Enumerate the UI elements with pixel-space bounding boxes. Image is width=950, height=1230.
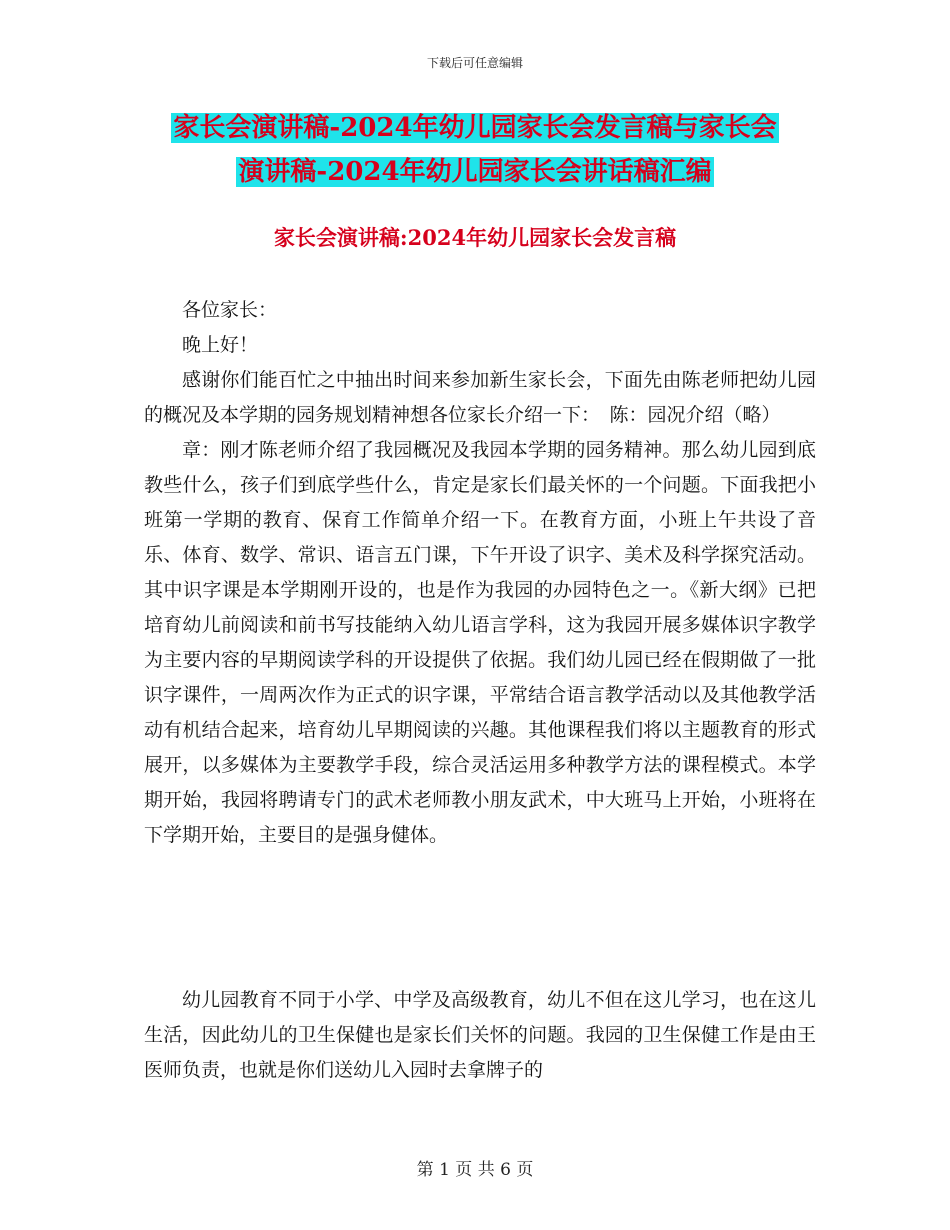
salutation: 各位家长： xyxy=(182,299,278,321)
body-text-continued xyxy=(144,983,816,1088)
section-title: 家长会演讲稿:2024年幼儿园家长会发言稿 xyxy=(273,225,677,250)
body-text xyxy=(144,293,816,853)
document-title-line-1 xyxy=(0,108,950,148)
paragraph: 章：刚才陈老师介绍了我园概况及我园本学期的园务精神。那么幼儿园到底教些什么，孩子们到底学些什么，肯定是家长们最关怀的一个问题。下面我把小班第一学期的教育、保育工作简单介绍一下。在教育方面，小班上午共设了音乐、体育、数学、常识、语言五门课，下午开设了识字、美术及科学探究活动。其中识字课是本学期刚开设的，也是作为我园的办园特色之一。《新大纲》已把培育幼儿前阅读和前书写技能纳入幼儿语言学科，这为我园开展多媒体识字教学为主要内容的早期阅读学科的开设提供了依据。我们幼儿园已经在假期做了一批识字课件，一周两次作为正式的识字课，平常结合语言教学活动以及其他教学活动有机结合起来，培育幼儿早期阅读的兴趣。其他课程我们将以主题教育的形式展开，以多媒体为主要教学手段，综合灵活运用多种教学方法的课程模式。本学期开始，我园将聘请专门的武术老师教小朋友武术，中大班马上开始，小班将在下学期开始，主要目的是强身健体。 xyxy=(144,439,816,846)
title-line-1-text: 家长会演讲稿-2024年幼儿园家长会发言稿与家长会 xyxy=(173,113,777,143)
page-footer: 第 1 页 共 6 页 xyxy=(416,1160,534,1180)
document-title-line-2 xyxy=(0,152,950,192)
greeting: 晚上好！ xyxy=(182,334,259,356)
paragraph: 幼儿园教育不同于小学、中学及高级教育，幼儿不但在这儿学习，也在这儿生活，因此幼儿的卫生保健也是家长们关怀的问题。我园的卫生保健工作是由王医师负责，也就是你们送幼儿入园时去拿牌子的 xyxy=(144,989,816,1081)
header-note: 下载后可任意编辑 xyxy=(426,56,523,70)
paragraph: 感谢你们能百忙之中抽出时间来参加新生家长会，下面先由陈老师把幼儿园的概况及本学期的园务规划精神想各位家长介绍一下： 陈：园况介绍（略） xyxy=(144,369,816,426)
title-line-2-text: 演讲稿-2024年幼儿园家长会讲话稿汇编 xyxy=(238,157,712,187)
